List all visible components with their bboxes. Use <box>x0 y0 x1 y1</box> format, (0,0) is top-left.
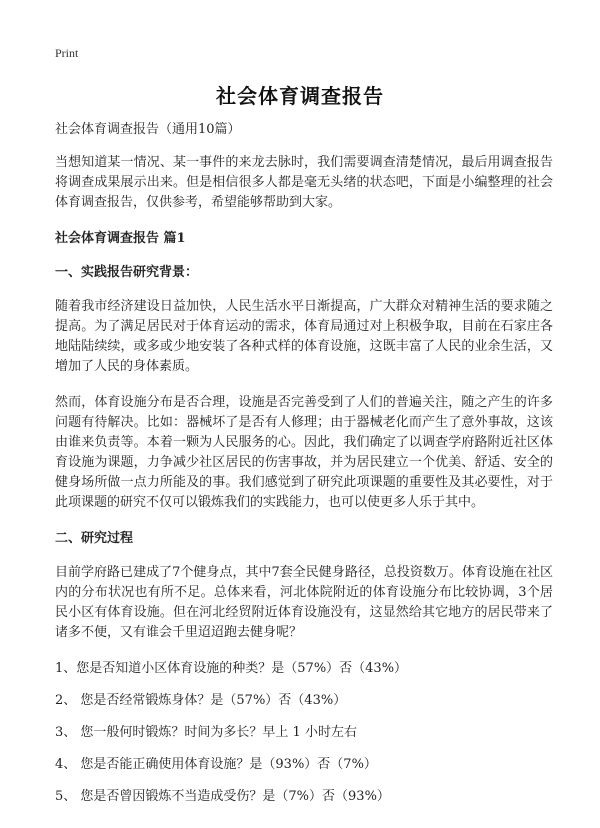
problem-paragraph: 然而，体育设施分布是否合理，设施是否完善受到了人们的普遍关注，随之产生的许多问题有待解决。比如：器械坏了是否有人修理；由于器械老化而产生了意外事故，这该由谁来负责等。本着一颗为人民服务的心。因此，我们确定了以调查学府路附近社区体育设施为课题，力争减少社区居民的伤害事故，并为居民建立一个优美、舒适、安全的健身场所做一点力所能及的事。我们感觉到了研究此项课题的重要性及其必要性，对于此项课题的研究不仅可以锻炼我们的实践能力，也可以使更多人乐于其中。 <box>55 395 553 510</box>
survey-question-4: 4、 您是否能正确使用体育设施？是（93%）否（7%） <box>55 757 377 772</box>
survey-question-3: 3、 您一般何时锻炼？时间为多长？早上 1 小时左右 <box>55 725 357 740</box>
background-paragraph: 随着我市经济建设日益加快，人民生活水平日渐提高，广大群众对精神生活的要求随之提高。为了满足居民对于体育运动的需求，体育局通过对上积极争取，目前在石家庄各地陆陆续续，或多或少地安装了各种式样的体育设施，这既丰富了人民的业余生活，又增加了人民的身体素质。 <box>55 299 553 374</box>
survey-question-1: 1、您是否知道小区体育设施的种类？是（57%）否（43%） <box>55 661 408 676</box>
print-label: Print <box>55 46 79 60</box>
heading-background: 一、实践报告研究背景： <box>55 265 199 280</box>
section-title: 社会体育调查报告 篇1 <box>55 231 186 246</box>
heading-research-process: 二、研究过程 <box>55 531 134 546</box>
document-subtitle: 社会体育调查报告（通用10篇） <box>55 122 241 137</box>
research-paragraph: 目前学府路已建成了7个健身点，其中7套全民健身路径，总投资数万。体育设施在社区内的分布状况也有所不足。总体来看，河北体院附近的体育设施分布比较协调，3个居民小区有体育设施。但在河北经贸附近体育设施没有，这显然给其它地方的居民带来了诸多不便，又有谁会千里迢迢跑去健身呢？ <box>55 565 553 640</box>
survey-question-2: 2、 您是否经常锻炼身体？是（57%）否（43%） <box>55 693 347 708</box>
document-title: 社会体育调查报告 <box>216 84 384 108</box>
intro-paragraph: 当想知道某一情况、某一事件的来龙去脉时，我们需要调查清楚情况，最后用调查报告将调查成果展示出来。但是相信很多人都是毫无头绪的状态吧，下面是小编整理的社会体育调查报告，仅供参考，希望能够帮助到大家。 <box>55 155 553 210</box>
document-body <box>55 120 553 819</box>
survey-question-5: 5、 您是否曾因锻炼不当造成受伤？是（7%）否（93%） <box>55 789 390 804</box>
